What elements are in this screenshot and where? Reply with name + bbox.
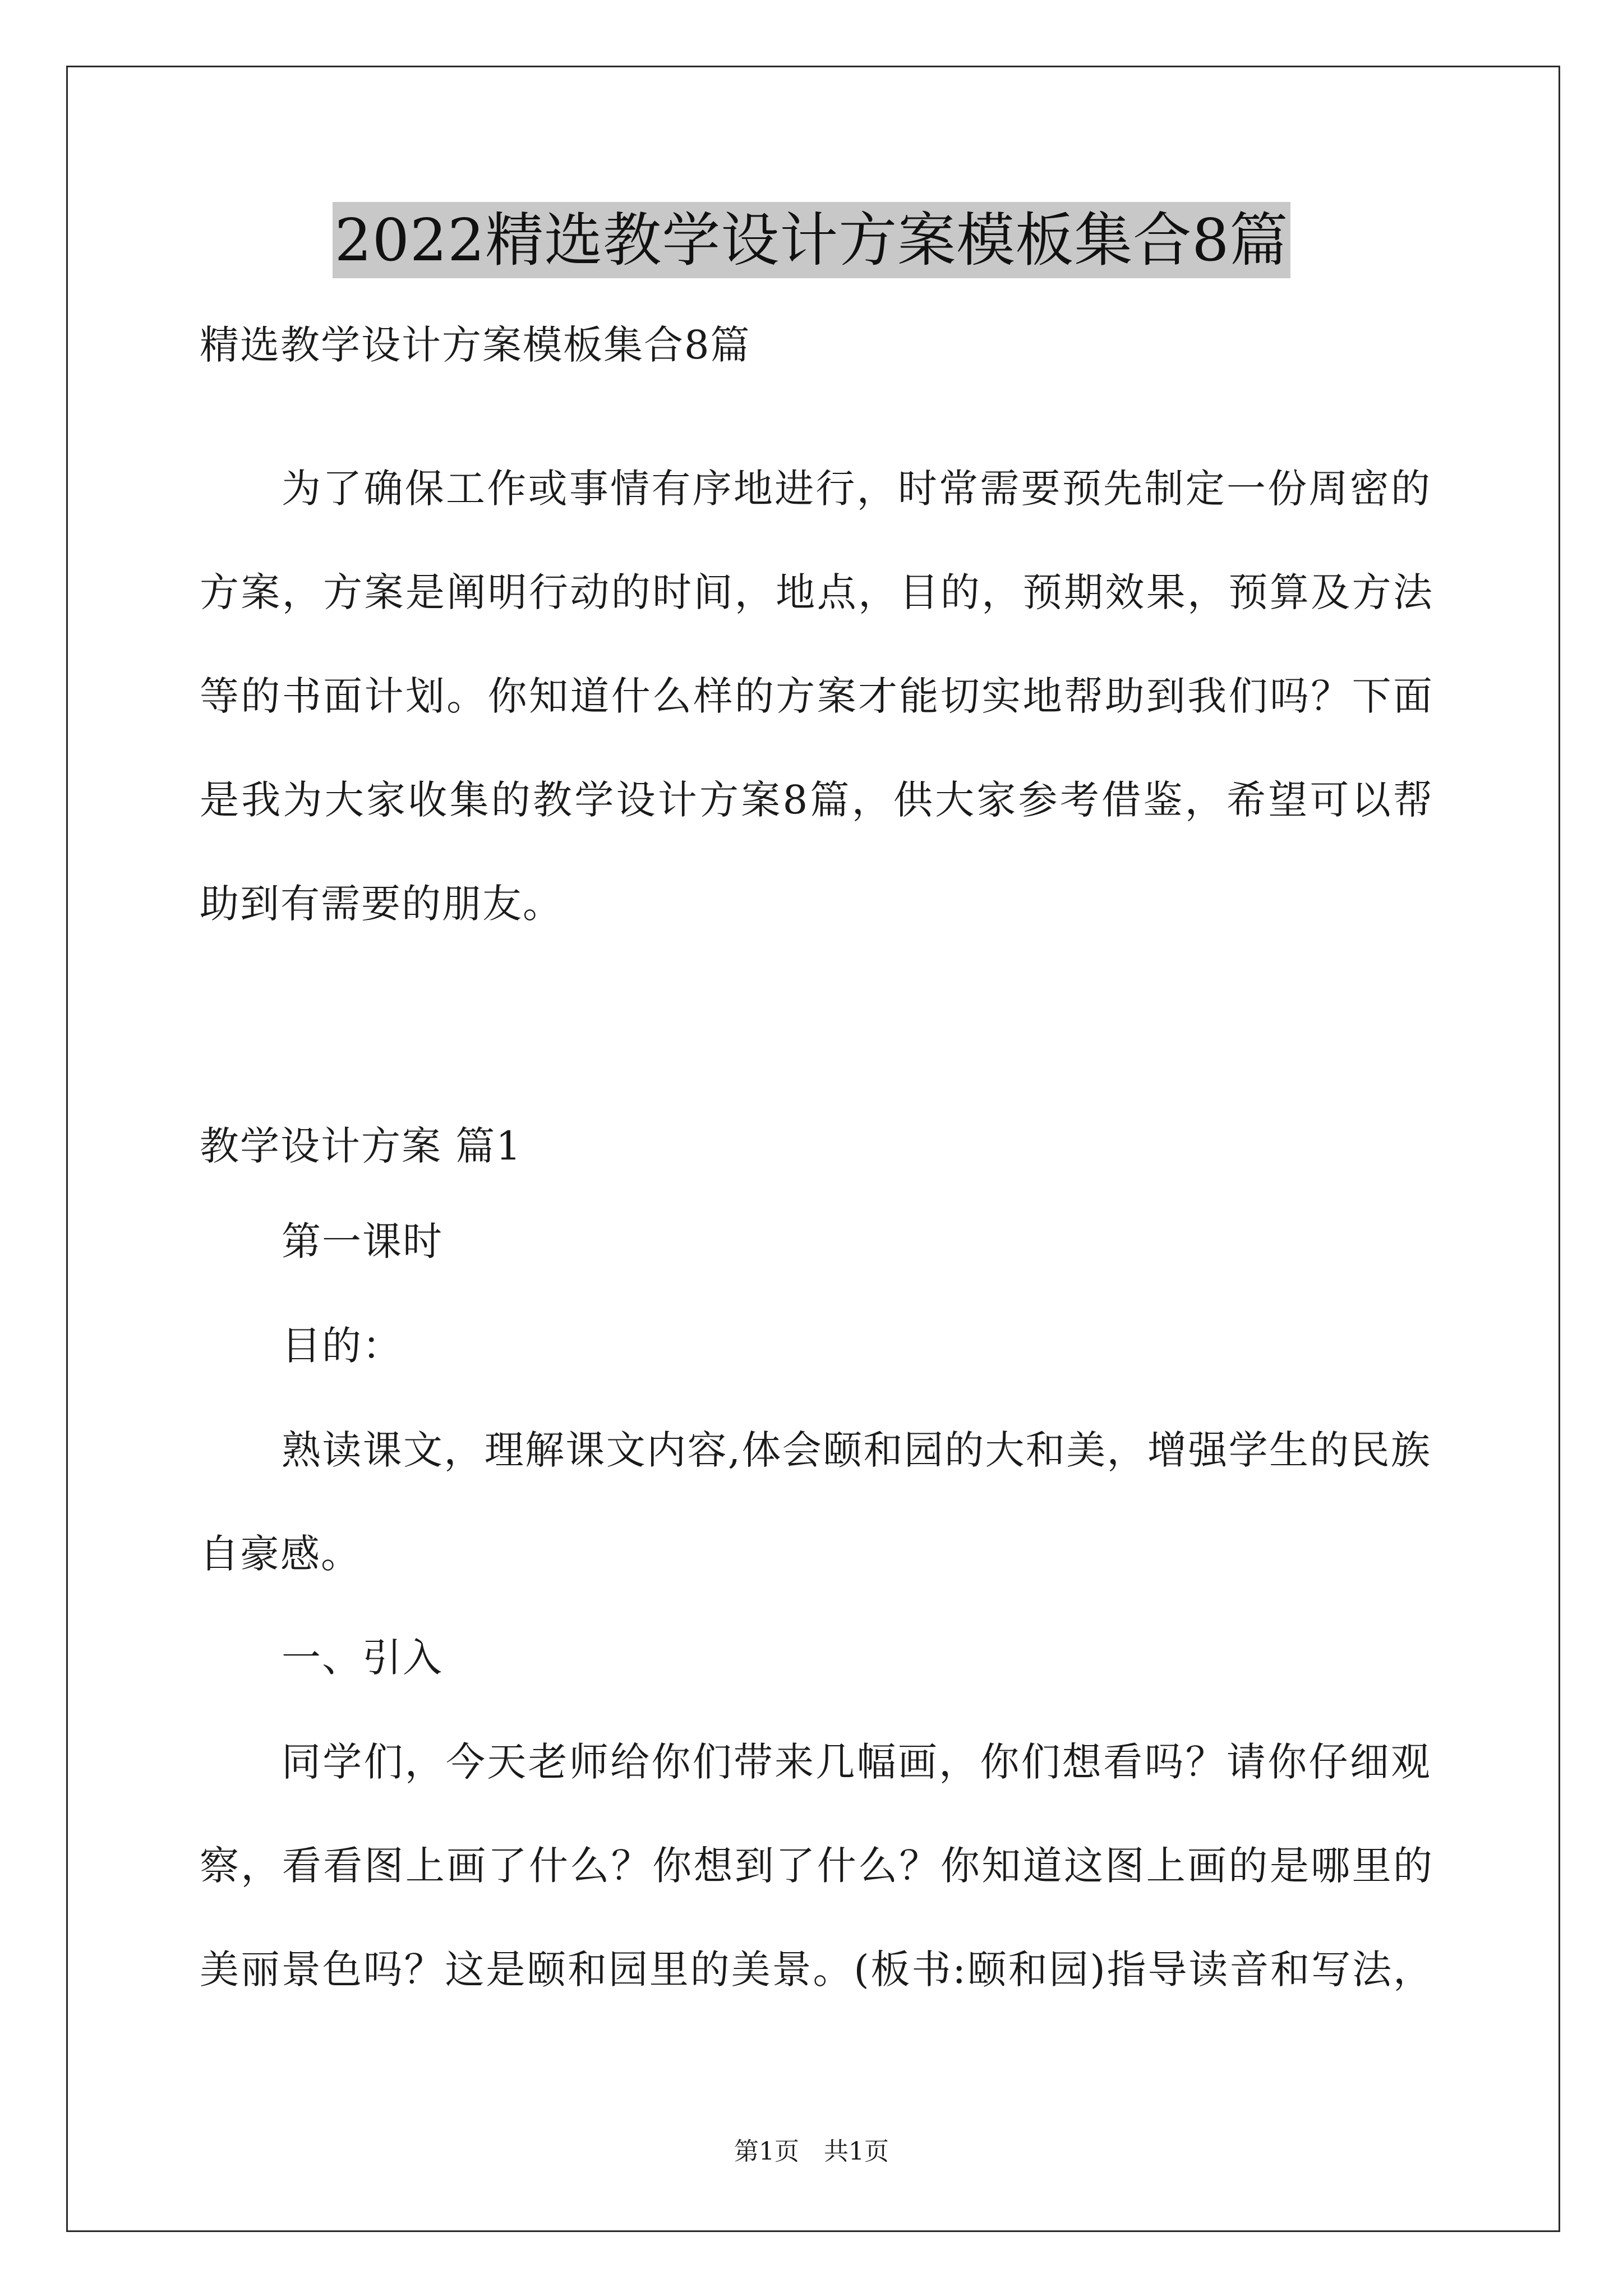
document-subtitle: 精选教学设计方案模板集合8篇 [200,322,751,368]
goal-line-1: 熟读课文，理解课文内容,体会颐和园的大和美，增强学生的民族 [282,1427,1431,1473]
title-block [0,202,1623,278]
section-heading: 教学设计方案 篇1 [200,1123,522,1169]
intro-line-2: 方案，方案是阐明行动的时间，地点，目的，预期效果，预算及方法 [200,569,1433,615]
intro-line-4: 是我为大家收集的教学设计方案8篇，供大家参考借鉴，希望可以帮 [200,777,1433,823]
lesson-label: 第一课时 [282,1218,443,1264]
intro-line-5: 助到有需要的朋友。 [200,881,563,927]
goal-line-2: 自豪感。 [200,1531,361,1577]
intro-line-3: 等的书面计划。你知道什么样的方案才能切实地帮助到我们吗？下面 [200,673,1433,719]
step-line-1: 同学们，今天老师给你们带来几幅画，你们想看吗？请你仔细观 [282,1739,1431,1785]
page-footer: 第1页 共1页 [734,2137,889,2166]
goal-label: 目的： [282,1323,403,1369]
document-title: 2022精选教学设计方案模板集合8篇 [333,202,1291,278]
step-line-3: 美丽景色吗？这是颐和园里的美景。(板书:颐和园)指导读音和写法， [200,1947,1433,1993]
step-heading: 一、引入 [282,1635,443,1681]
intro-line-1: 为了确保工作或事情有序地进行，时常需要预先制定一份周密的 [282,466,1431,512]
step-line-2: 察，看看图上画了什么？你想到了什么？你知道这图上画的是哪里的 [200,1843,1433,1889]
